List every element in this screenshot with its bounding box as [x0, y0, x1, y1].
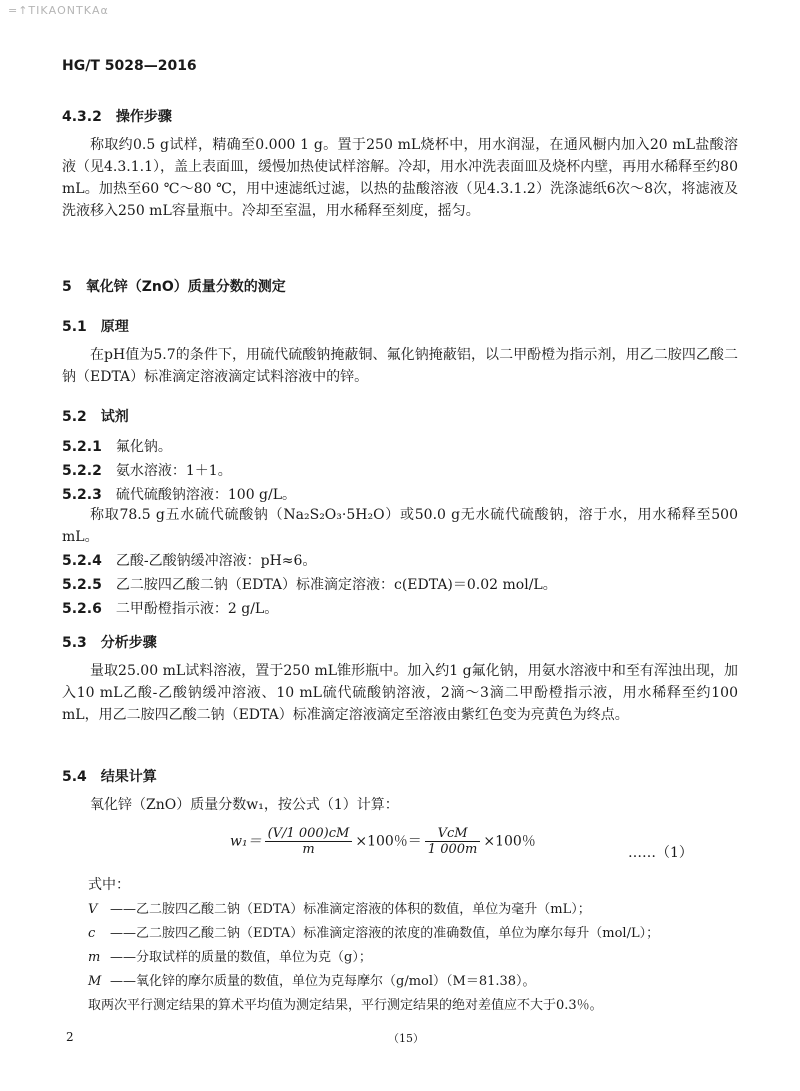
- watermark: =↑ΤΙΚΑΟΝΤΚΑα: [8, 4, 109, 17]
- reagent-item: 5.2.6 二甲酚橙指示液：2 g/L。: [62, 601, 279, 617]
- reagent-item: 5.2.2 氨水溶液：1＋1。: [62, 463, 232, 479]
- variable-definition: c ——乙二胺四乙酸二钠（EDTA）标准滴定溶液的浓度的准确数值，单位为摩尔每升（mol/L）；: [88, 926, 660, 941]
- section-5-1-title: 5.1 原理: [62, 319, 129, 335]
- section-5-3-title: 5.3 分析步骤: [62, 635, 157, 651]
- reagent-item: 5.2.3 硫代硫酸钠溶液：100 g/L。: [62, 487, 297, 503]
- document-code: HG/T 5028—2016: [62, 58, 197, 74]
- reagent-5-2-3-body: 称取78.5 g五水硫代硫酸钠（Na₂S₂O₃·5H₂O）或50.0 g无水硫代硫酸钠，溶于水，用水稀释至500 mL。: [62, 507, 738, 545]
- formula-fraction-2: $\frac{\text{VcM}}{1 000m}$: [425, 826, 481, 857]
- formula-mid: ×100％＝: [355, 833, 422, 850]
- section-4-3-2-body: 称取约0.5 g试样，精确至0.000 1 g。置于250 mL烧杯中，用水润湿，在通风橱内加入20 mL盐酸溶液（见4.3.1.1），盖上表面皿，缓慢加热使试样溶解。冷却，用水冲洗表面皿及烧杯内壁，再用水稀释至约80 mL。加热至60 ℃～80 ℃，用中速滤纸过滤，以热的盐酸溶液（见4.3.1.2）洗涤滤纸6次～8次，将滤液及洗液移入250 mL容量瓶中。冷却至室温，用水稀释至刻度，摇匀。: [62, 137, 738, 219]
- section-5-4-intro: 氧化锌（ZnO）质量分数w₁，按公式（1）计算：: [90, 797, 399, 813]
- reagent-item: 5.2.5 乙二胺四乙酸二钠（EDTA）标准滴定溶液：c(EDTA)＝0.02 mol/L。: [62, 577, 557, 593]
- section-5-4-title: 5.4 结果计算: [62, 769, 157, 785]
- result-note: 取两次平行测定结果的算术平均值为测定结果，平行测定结果的绝对差值应不大于0.3％。: [88, 998, 603, 1013]
- reagent-item: 5.2.1 氟化钠。: [62, 439, 172, 455]
- variable-definition: V ——乙二胺四乙酸二钠（EDTA）标准滴定溶液的体积的数值，单位为毫升（mL）；: [88, 902, 591, 917]
- formula-1: [230, 826, 536, 857]
- sheet-number: （15）: [388, 1032, 424, 1045]
- section-4-3-2-title: 4.3.2 操作步骤: [62, 109, 172, 125]
- section-5-1-body: 在pH值为5.7的条件下，用硫代硫酸钠掩蔽铜、氟化钠掩蔽铝，以二甲酚橙为指示剂，用乙二胺四乙酸二钠（EDTA）标准滴定溶液滴定试料溶液中的锌。: [62, 347, 738, 385]
- section-5-2-title: 5.2 试剂: [62, 409, 129, 425]
- section-5-3-body: 量取25.00 mL试料溶液，置于250 mL锥形瓶中。加入约1 g氟化钠，用氨水溶液中和至有浑浊出现，加入10 mL乙酸-乙酸钠缓冲溶液、10 mL硫代硫酸钠溶液，2滴～3滴二甲酚橙指示液，用水稀释至约100 mL，用乙二胺四乙酸二钠（EDTA）标准滴定溶液滴定至溶液由紫红色变为亮黄色为终点。: [62, 663, 738, 723]
- page-number: 2: [66, 1030, 74, 1044]
- where-label: 式中：: [88, 877, 130, 893]
- variable-definition: M ——氧化锌的摩尔质量的数值，单位为克每摩尔（g/mol）（M＝81.38）。: [88, 974, 536, 989]
- variable-definition: m ——分取试样的质量的数值，单位为克（g）；: [88, 950, 372, 965]
- reagent-item: 5.2.4 乙酸-乙酸钠缓冲溶液：pH≈6。: [62, 553, 317, 569]
- formula-number: ……（1）: [628, 845, 693, 861]
- section-5-title: 5 氧化锌（ZnO）质量分数的测定: [62, 279, 286, 295]
- formula-fraction-1: $\frac{(V/1 000)cM}{m}$: [265, 826, 353, 857]
- formula-tail: ×100％: [483, 833, 536, 850]
- formula-lhs: w₁＝: [230, 833, 262, 850]
